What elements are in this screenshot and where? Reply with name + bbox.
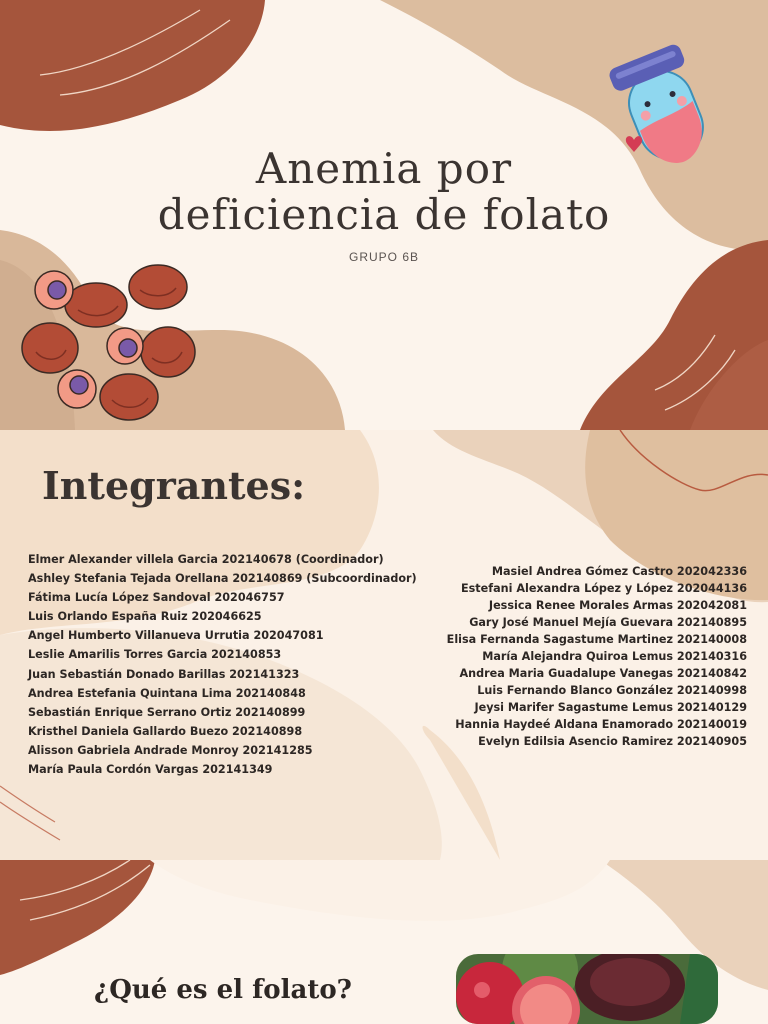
- member-item: Kristhel Daniela Gallardo Buezo 202140898: [28, 724, 303, 738]
- member-item: Alisson Gabriela Andrade Monroy 202141285: [28, 743, 313, 757]
- member-item: María Paula Cordón Vargas 202141349: [28, 763, 273, 777]
- members-list-left: [28, 550, 417, 779]
- member-item: Evelyn Edilsia Asencio Ramirez 202140905: [478, 735, 747, 748]
- member-item: Jessica Renee Morales Armas 202042081: [488, 599, 747, 612]
- member-item: Andrea Estefania Quintana Lima 202140848: [28, 686, 306, 700]
- member-item: Juan Sebastián Donado Barillas 202141323: [28, 667, 300, 681]
- member-item: Hannia Haydeé Aldana Enamorado 202140019: [455, 718, 747, 731]
- title-line-2: deficiencia de folato: [157, 190, 611, 239]
- member-item: Luis Orlando España Ruiz 202046625: [28, 610, 262, 624]
- member-item: Sebastián Enrique Serrano Ortiz 202140899: [28, 705, 306, 719]
- member-item: Fátima Lucía López Sandoval 202046757: [28, 591, 285, 605]
- member-item: Luis Fernando Blanco González 202140998: [477, 684, 747, 697]
- members-list-right: [447, 563, 747, 750]
- subtitle-group: GRUPO 6B: [348, 250, 419, 264]
- member-item: Angel Humberto Villanueva Urrutia 202047081: [28, 629, 324, 643]
- member-item: Jeysi Marifer Sagastume Lemus 202140129: [474, 701, 747, 714]
- members-heading: Integrantes:: [42, 463, 306, 508]
- member-item: Leslie Amarilis Torres Garcia 202140853: [28, 648, 282, 662]
- member-item: Masiel Andrea Gómez Castro 202042336: [491, 565, 747, 578]
- member-item: Elisa Fernanda Sagastume Martinez 202140008: [446, 633, 747, 646]
- title-line-1: Anemia por: [255, 144, 513, 193]
- member-item: Estefani Alexandra López y López 202044136: [460, 582, 747, 595]
- slide-folate: [0, 860, 768, 1024]
- member-item: Gary José Manuel Mejía Guevara 202140895: [469, 616, 747, 629]
- slide-members: [0, 430, 768, 860]
- member-item: Andrea Maria Guadalupe Vanegas 202140842: [459, 667, 747, 680]
- slide-title: [0, 0, 768, 430]
- folate-heading: ¿Qué es el folato?: [94, 975, 352, 1005]
- member-item: Elmer Alexander villela Garcia 202140678 (Coordinador): [28, 553, 384, 566]
- member-item: Ashley Stefania Tejada Orellana 202140869 (Subcoordinador): [28, 572, 417, 586]
- member-item: María Alejandra Quiroa Lemus 202140316: [482, 650, 747, 663]
